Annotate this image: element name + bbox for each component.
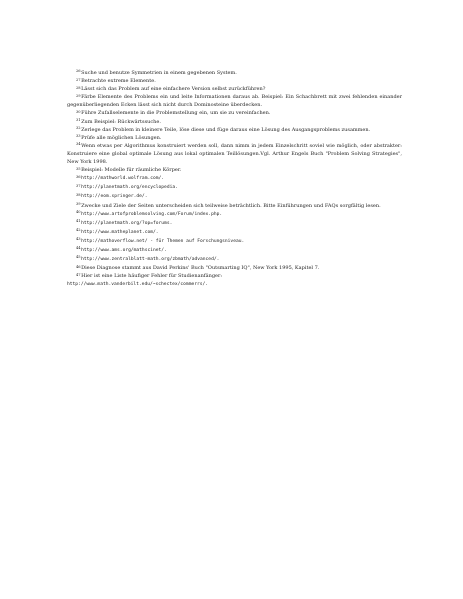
footnote <box>67 255 402 264</box>
footnote-number: 34 <box>76 142 81 147</box>
footnote-text: Wenn etwas per Algorithmus konstruiert werden soll, dann nimm in jedem Einzelschritt soviel wie möglich, oder abstrakter: Konstruiere eine global optimale Lösung aus lokal optimalen Teillösungen.Vgl. Arthur Engels Buch "Problem Solving Strategies", New York 1998. <box>67 142 402 166</box>
footnote <box>67 192 402 201</box>
footnote-number: 40 <box>76 210 81 214</box>
footnote <box>67 183 402 192</box>
footnote-url[interactable]: http://www.zentralblatt-math.org/zbmath/advanced/. <box>81 257 220 263</box>
footnote-number: 32 <box>76 126 81 131</box>
footnote-number: 26 <box>76 69 81 74</box>
footnote-url[interactable]: http://mathworld.wolfram.com/. <box>81 176 165 182</box>
footnote-number: 27 <box>76 77 81 82</box>
footnote-number: 31 <box>76 117 81 122</box>
footnote-number: 45 <box>76 255 81 260</box>
footnote-text: Prüfe alle möglichen Lösungen. <box>81 134 162 141</box>
footnote-number: 44 <box>76 246 81 251</box>
footnote-number: 33 <box>76 134 81 139</box>
footnote-number: 42 <box>76 228 81 233</box>
footnote-text: Färbe Elemente des Problems ein und leite Informationen daraus ab. Beispiel: Ein Schachbrett mit zwei fehlenden einander gegenüberliegenden Ecken lässt sich nicht durch Dominosteine überdecken. <box>67 94 402 109</box>
footnote-text: Zwecke und Ziele der Seiten unterscheiden sich teilweise beträchtlich. Bitte Einführungen und FAQs sorgfältig lesen. <box>81 202 381 209</box>
footnote <box>67 77 402 85</box>
footnote-text: Betrachte extreme Elemente. <box>81 78 156 85</box>
footnote-text: Lässt sich das Problem auf eine einfachere Version selbst zurückführen? <box>81 86 266 93</box>
footnote-text: Führe Zufallselemente in die Problemstellung ein, um sie zu vereinfachen. <box>81 110 271 117</box>
footnote-url[interactable]: http://www.math.vanderbilt.edu/~schectex/commerrs/. <box>67 282 209 288</box>
footnote <box>67 202 402 210</box>
footnote <box>67 174 402 183</box>
footnote-number: 43 <box>76 237 81 242</box>
footnote-text: Diese Diagnose stammt aus David Perkins' Buch "Outsmarting IQ", New York 1995, Kapitel 7. <box>81 265 320 272</box>
footnote-number: 30 <box>76 109 81 114</box>
footnote-url[interactable]: http://planetmath.org/encyclopedia. <box>81 185 178 191</box>
footnote <box>67 272 402 280</box>
footnote-text: Zum Beispiel: Rückwärtssuche. <box>81 118 161 125</box>
footnote-continuation <box>67 280 402 289</box>
footnote-number: 47 <box>76 272 81 277</box>
footnote-number: 39 <box>76 201 81 206</box>
footnote <box>67 118 402 126</box>
footnote-number: 38 <box>76 192 81 197</box>
footnote-text: Beispiel: Modelle für räumliche Körper. <box>81 167 182 174</box>
footnote <box>67 85 402 93</box>
footnote-number: 35 <box>76 166 81 171</box>
footnote-number: 46 <box>76 264 81 269</box>
footnote <box>67 109 402 117</box>
footnote <box>67 264 402 272</box>
footnote <box>67 126 402 134</box>
footnote-url[interactable]: http://www.matheplanet.com/. <box>81 229 159 235</box>
footnote <box>67 142 402 166</box>
footnote <box>67 237 402 246</box>
footnote <box>67 69 402 77</box>
footnote-url[interactable]: http://eom.springer.de/. <box>81 194 148 200</box>
footnote-number: 36 <box>76 174 81 179</box>
footnote <box>67 219 402 228</box>
footnote <box>67 134 402 142</box>
footnote-number: 28 <box>76 85 81 90</box>
footnote-url[interactable]: http://planetmath.org/?op=forums. <box>81 220 173 226</box>
footnote-number: 41 <box>76 219 81 224</box>
footnote-text: Zerlege das Problem in kleinere Teile, löse diese und füge daraus eine Lösung des Ausgangsproblems zusammen. <box>81 126 371 133</box>
footnote <box>67 246 402 255</box>
footnote-text: Hier ist eine Liste häufiger Fehler für Studienanfänger: <box>81 273 223 280</box>
footnote-url[interactable]: http://www.ams.org/mathscinet/. <box>81 247 167 253</box>
footnotes-block <box>67 69 402 289</box>
footnote-url[interactable]: http://www.artofproblemsolving.com/Forum/index.php. <box>81 211 223 217</box>
footnote-number: 29 <box>76 93 81 98</box>
footnote-url[interactable]: http://mathoverflow.net/ - für Themen auf Forschungsniveau. <box>81 238 245 244</box>
footnote <box>67 166 402 174</box>
footnote <box>67 228 402 237</box>
footnote <box>67 93 402 109</box>
footnote-text: Suche und benutze Symmetrien in einem gegebenen System. <box>81 70 237 76</box>
footnote <box>67 210 402 219</box>
footnote-number: 37 <box>76 183 81 188</box>
